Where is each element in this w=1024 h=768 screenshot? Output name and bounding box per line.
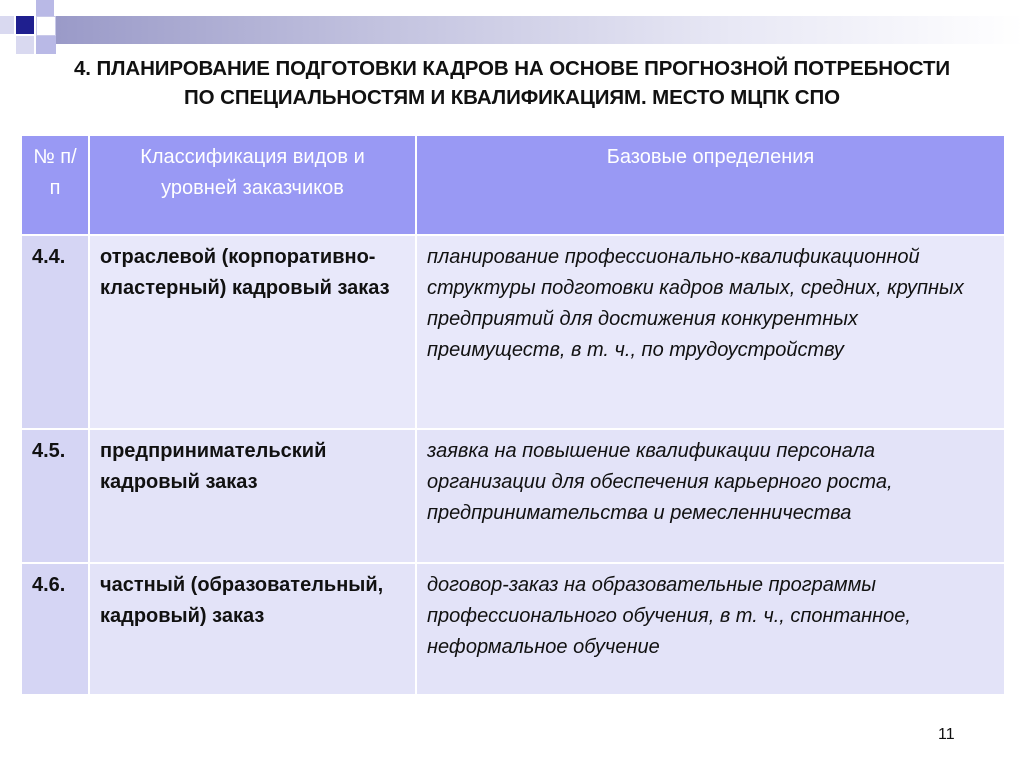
table-header-row xyxy=(21,135,1005,235)
decor-square xyxy=(36,0,54,16)
row-definition: договор-заказ на образовательные программы профессионального обучения, в т. ч., спонтанное, неформальное обучение xyxy=(416,563,1005,695)
decor-square xyxy=(0,16,14,34)
table-row xyxy=(21,429,1005,563)
table-row xyxy=(21,563,1005,695)
header-definitions: Базовые определения xyxy=(416,135,1005,235)
row-number: 4.5. xyxy=(21,429,89,563)
header-classification: Классификация видов и уровней заказчиков xyxy=(89,135,416,235)
row-definition: планирование профессионально-квалификационной структуры подготовки кадров малых, средних, крупных предприятий для достижения конкурентных преимуществ, в т. ч., по трудоустройству xyxy=(416,235,1005,429)
page-number: 11 xyxy=(938,726,955,743)
decor-square xyxy=(16,16,34,34)
row-definition: заявка на повышение квалификации персонала организации для обеспечения карьерного роста, предпринимательства и ремесленничества xyxy=(416,429,1005,563)
decor-square xyxy=(36,16,56,36)
slide-title xyxy=(0,54,1024,112)
classification-table xyxy=(20,134,1006,696)
row-classification: предпринимательский кадровый заказ xyxy=(89,429,416,563)
table-row xyxy=(21,235,1005,429)
row-classification: отраслевой (корпоративно-кластерный) кадровый заказ xyxy=(89,235,416,429)
decor-square xyxy=(36,36,56,54)
row-classification: частный (образовательный, кадровый) заказ xyxy=(89,563,416,695)
decor-square xyxy=(16,36,34,54)
title-line-1: 4. ПЛАНИРОВАНИЕ ПОДГОТОВКИ КАДРОВ НА ОСНОВЕ ПРОГНОЗНОЙ ПОТРЕБНОСТИ xyxy=(73,57,951,80)
header-gradient-bar xyxy=(56,16,1024,44)
row-number: 4.4. xyxy=(21,235,89,429)
title-line-2: ПО СПЕЦИАЛЬНОСТЯМ И КВАЛИФИКАЦИЯМ. МЕСТО МЦПК СПО xyxy=(184,86,840,109)
header-num: № п/п xyxy=(21,135,89,235)
row-number: 4.6. xyxy=(21,563,89,695)
